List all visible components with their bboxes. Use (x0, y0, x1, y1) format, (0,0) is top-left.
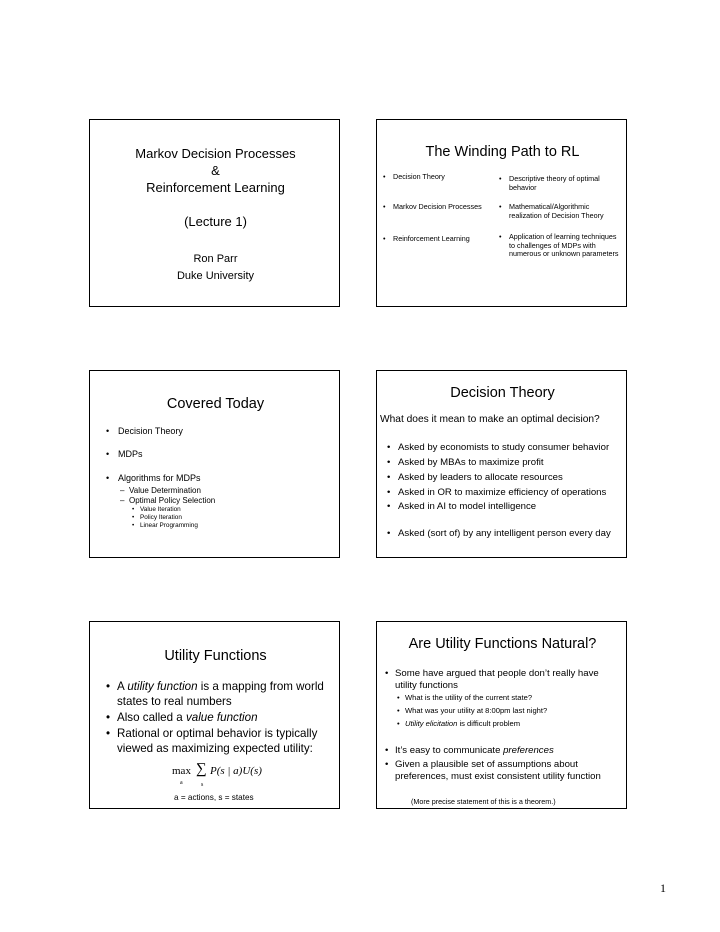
bullet-icon: • (499, 174, 502, 183)
list-item: • Asked by MBAs to maximize profit (387, 457, 544, 468)
author-name: Ron Parr (193, 253, 238, 265)
bullet-icon: • (385, 759, 389, 770)
sub-item: • What is the utility of the current state? (397, 693, 533, 702)
bullet-icon: • (383, 172, 386, 181)
row-right-2: • Mathematical/Algorithmic realization of Decision Theory (499, 202, 604, 220)
bullet-icon: • (383, 202, 386, 211)
bullet-icon: • (397, 706, 400, 715)
list-item: • A utility function is a mapping from world states to real numbers (106, 680, 324, 709)
list-item: • Given a plausible set of assumptions about preferences, must exist consistent utility function (385, 759, 601, 782)
page-number: 1 (660, 881, 666, 895)
title-line-1: Markov Decision Processes (135, 146, 296, 161)
bullet-icon: • (106, 727, 111, 740)
sub-sub-item: • Value Iteration (132, 506, 181, 513)
list-item: • Asked (sort of) by any intelligent person every day (387, 528, 611, 539)
list-item: • Some have argued that people don’t really have utility functions (385, 668, 599, 691)
bullet-icon: • (499, 202, 502, 211)
title-line-2: Reinforcement Learning (146, 180, 285, 195)
sub-item: – Value Determination (120, 486, 201, 495)
sub-sub-item: • Linear Programming (132, 522, 198, 529)
sub-sub-item: • Policy Iteration (132, 514, 182, 521)
bullet-icon: • (383, 234, 386, 243)
slide-title: Utility Functions (164, 648, 267, 664)
bullet-icon: • (106, 711, 111, 724)
slide-title: The Winding Path to RL (425, 144, 580, 160)
bullet-icon: • (387, 457, 391, 468)
list-item: • Rational or optimal behavior is typically viewed as maximizing expected utility: (106, 727, 318, 756)
row-right-1: • Descriptive theory of optimal behavior (499, 174, 600, 192)
bullet-icon: • (106, 680, 111, 693)
sub-item: • Utility elicitation is difficult problem (397, 719, 521, 728)
bullet-icon: • (387, 442, 391, 453)
bullet-icon: • (499, 232, 502, 241)
list-item: • Asked by leaders to allocate resources (387, 472, 563, 483)
list-item: • Algorithms for MDPs (106, 473, 201, 483)
slide-utility-functions: Utility Functions • A utility function is a mapping from world states to real numbers • Also called a value function • Rational or optimal behavior is typically viewed as maximizing expected utility: max a ∑ s P(s | a)U(s) a = actions, s = states (89, 621, 340, 809)
bullet-icon: • (132, 506, 135, 513)
bullet-icon: • (387, 472, 391, 483)
slide-covered-today (89, 370, 340, 558)
slide-title-mdp-rl (89, 119, 340, 307)
dash-icon: – (120, 486, 125, 495)
lecture-label: (Lecture 1) (184, 214, 247, 229)
row-right-3: • Application of learning techniques to challenges of MDPs with numerous or unknown parameters (499, 232, 619, 259)
sub-item: – Optimal Policy Selection (120, 496, 216, 505)
row-left-3: • Reinforcement Learning (383, 234, 470, 243)
row-left-1: • Decision Theory (383, 172, 445, 181)
bullet-icon: • (387, 528, 391, 539)
bullet-icon: • (397, 693, 400, 702)
bullet-icon: • (132, 522, 135, 529)
list-item: • Asked in AI to model intelligence (387, 501, 537, 512)
slide-title: Are Utility Functions Natural? (408, 636, 597, 652)
formula-caption: a = actions, s = states (174, 793, 254, 802)
list-item: • Decision Theory (106, 426, 183, 436)
bullet-icon: • (106, 449, 110, 459)
theorem-note: (More precise statement of this is a theorem.) (411, 797, 556, 806)
row-left-2: • Markov Decision Processes (383, 202, 482, 211)
bullet-icon: • (132, 514, 135, 521)
bullet-icon: • (397, 719, 400, 728)
slide-title: Decision Theory (450, 385, 555, 401)
bullet-icon: • (385, 745, 389, 756)
list-item: • Asked in OR to maximize efficiency of operations (387, 487, 607, 498)
list-item: • Also called a value function (106, 711, 258, 724)
bullet-icon: • (385, 668, 389, 679)
author-affiliation: Duke University (176, 270, 255, 282)
bullet-icon: • (106, 473, 110, 483)
slide-winding-path (376, 119, 627, 307)
question-text: What does it mean to make an optimal decision? (380, 414, 600, 425)
dash-icon: – (120, 496, 125, 505)
bullet-icon: • (387, 487, 391, 498)
slide-title: Covered Today (166, 396, 265, 412)
bullet-icon: • (387, 501, 391, 512)
title-ampersand: & (211, 163, 220, 178)
list-item: • It’s easy to communicate preferences (385, 745, 554, 756)
slide-decision-theory (376, 370, 627, 558)
slide-utility-natural (376, 621, 627, 809)
list-item: • MDPs (106, 449, 143, 459)
bullet-icon: • (106, 426, 110, 436)
list-item: • Asked by economists to study consumer behavior (387, 442, 610, 453)
sub-item: • What was your utility at 8:00pm last night? (397, 706, 548, 715)
